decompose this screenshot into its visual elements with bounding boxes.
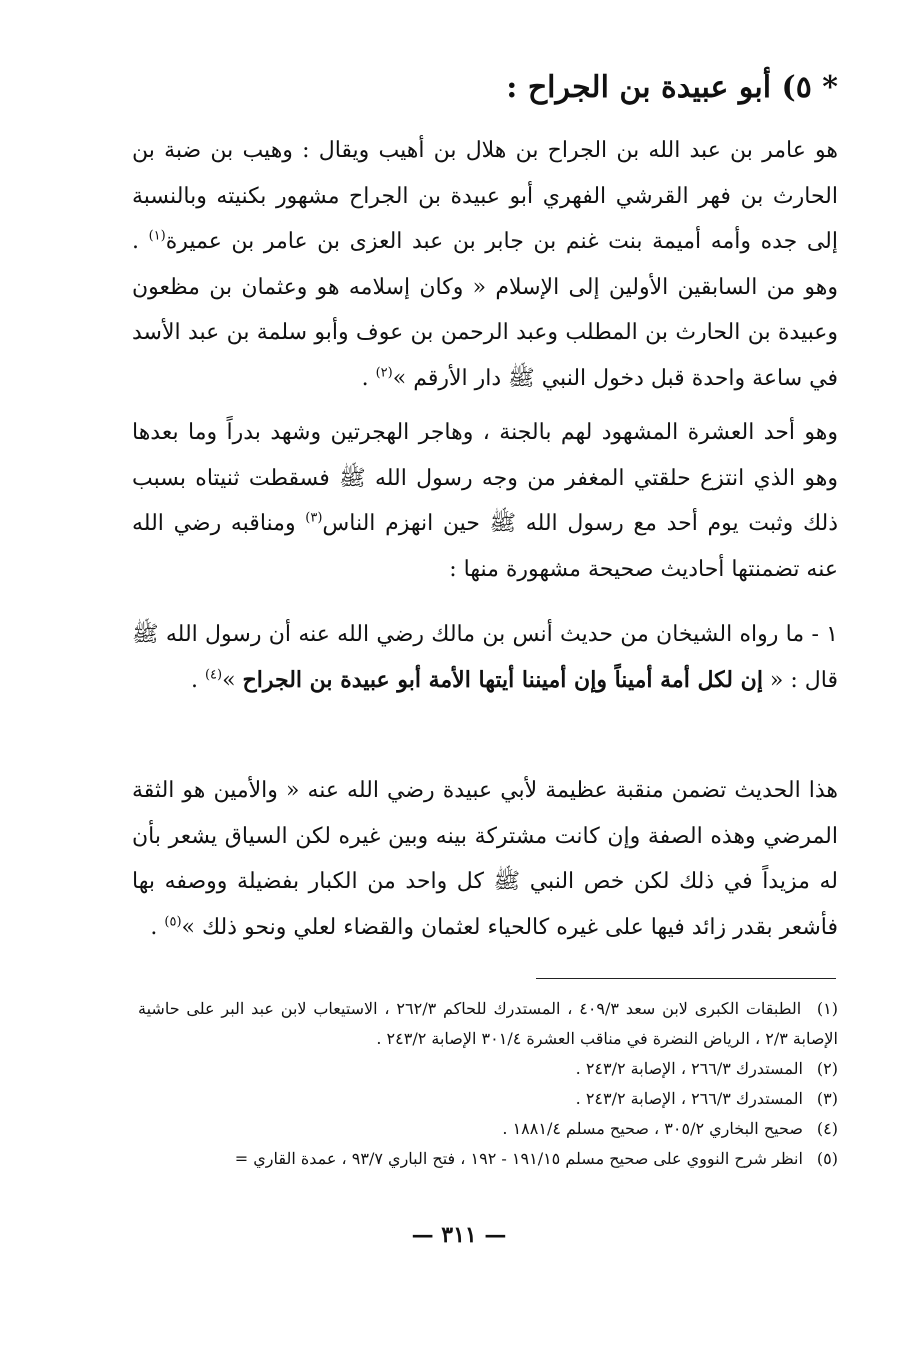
paragraph-text: هو عامر بن عبد الله بن الجراح بن هلال بن أهيب ويقال : وهيب بن ضبة بن الحارث بن فهر القرشي الفهري أبو عبيدة بن الجراح مشهور بكنيته وبالنسبة إلى جده وأمه أميمة بنت غنم بن جابر بن عبد العزى بن عامر بن عميرة <box>132 138 838 254</box>
footnote-ref: (٣) <box>305 510 323 526</box>
paragraph-hadith <box>132 612 838 703</box>
footnote-divider <box>536 978 836 979</box>
paragraph-text: ومناقبه رضي الله عنه تضمنتها أحاديث صحيحة مشهورة منها : <box>132 511 838 582</box>
paragraph-text: . وهو من السابقين الأولين إلى الإسلام « وكان إسلامه هو وعثمان بن مظعون وعبيدة بن الحارث بن المطلب وعبد الرحمن بن عوف وأبو سلمة بن عبد الأسد في ساعة واحدة قبل دخول النبي ﷺ دار الأرقم » <box>132 229 838 391</box>
footnote-text: المستدرك ٢٦٦/٣ ، الإصابة ٢٤٣/٢ . <box>575 1089 803 1108</box>
footnotes-list <box>138 994 838 1174</box>
section-heading: * ٥) أبو عبيدة بن الجراح : <box>506 70 838 105</box>
footnote-item <box>138 1054 838 1084</box>
footnote-ref: (٥) <box>164 914 182 930</box>
footnote-item <box>138 1114 838 1144</box>
footnote-number: (٥) <box>816 1149 838 1168</box>
paragraph-biography <box>132 128 838 401</box>
paragraph-virtues <box>132 410 838 592</box>
footnote-item <box>138 1084 838 1114</box>
footnote-text: انظر شرح النووي على صحيح مسلم ١٩١/١٥ - ١٩٢ ، فتح الباري ٩٣/٧ ، عمدة القاري = <box>234 1149 803 1168</box>
paragraph-text: ١ - ما رواه الشيخان من حديث أنس بن مالك رضي الله عنه أن رسول الله ﷺ قال : « <box>132 622 838 693</box>
paragraph-text: » <box>222 667 243 693</box>
paragraph-commentary <box>132 768 838 950</box>
paragraph-text: . <box>361 365 376 391</box>
footnote-text: المستدرك ٢٦٦/٣ ، الإصابة ٢٤٣/٢ . <box>575 1059 803 1078</box>
page-number: — ٣١١ — <box>411 1222 507 1248</box>
paragraph-text: وهو أحد العشرة المشهود لهم بالجنة ، وهاجر الهجرتين وشهد بدراً وما بعدها وهو الذي انتزع حلقتي المغفر من وجه رسول الله ﷺ فسقطت ثنيتاه بسبب ذلك وثبت يوم أحد مع رسول الله ﷺ حين انهزم الناس <box>132 420 838 536</box>
paragraph-text: . <box>190 667 205 693</box>
footnote-item <box>138 1144 838 1174</box>
footnote-item <box>138 994 838 1054</box>
paragraph-text: . <box>150 914 165 940</box>
footnote-number: (٣) <box>816 1089 838 1108</box>
footnote-ref: (٤) <box>204 667 223 683</box>
footnote-number: (١) <box>816 999 839 1018</box>
paragraph-text: هذا الحديث تضمن منقبة عظيمة لأبي عبيدة رضي الله عنه « والأمين هو الثقة المرضي وهذه الصفة وإن كانت مشتركة بينه وبين غيره لكن السياق يشعر بأن له مزيداً في ذلك لكن خص النبي ﷺ كل واحد من الكبار بفضيلة ووصفه بها فأشعر بقدر زائد فيها على غيره كالحياء لعثمان والقضاء لعلي ونحو ذلك » <box>132 778 838 940</box>
footnote-ref: (١) <box>148 228 166 244</box>
footnote-number: (٢) <box>816 1059 838 1078</box>
footnote-text: صحيح البخاري ٣٠٥/٢ ، صحيح مسلم ١٨٨١/٤ . <box>502 1119 803 1138</box>
footnote-text: الطبقات الكبرى لابن سعد ٤٠٩/٣ ، المستدرك للحاكم ٢٦٢/٣ ، الاستيعاب لابن عبد البر على حاشية الإصابة ٢/٣ ، الرياض النضرة في مناقب العشرة ٣٠١/٤ الإصابة ٢٤٣/٢ . <box>138 999 838 1048</box>
footnote-ref: (٢) <box>375 365 393 381</box>
footnote-number: (٤) <box>816 1119 838 1138</box>
hadith-quote: إن لكل أمة أميناً وإن أميننا أيتها الأمة أبو عبيدة بن الجراح <box>242 666 763 693</box>
